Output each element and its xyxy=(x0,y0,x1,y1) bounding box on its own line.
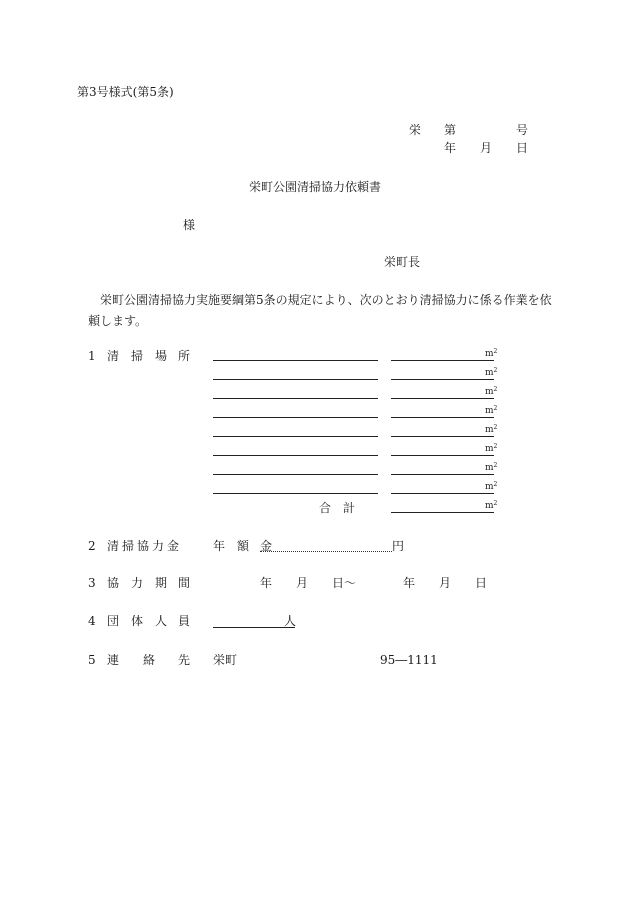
area-unit xyxy=(485,425,497,435)
item-3-label-char: 力 xyxy=(131,576,144,590)
contact-place: 栄町 xyxy=(213,653,238,667)
location-area-field[interactable] xyxy=(391,417,494,418)
document-title: 栄町公園清掃協力依頼書 xyxy=(249,180,382,194)
doc-number-prefix: 栄 xyxy=(409,123,422,137)
area-unit-text: m xyxy=(485,406,494,416)
location-area-field[interactable] xyxy=(391,474,494,475)
form-number: 第3号様式(第5条) xyxy=(77,85,174,99)
members-field[interactable] xyxy=(213,627,295,628)
item-3-label-char: 協 xyxy=(107,576,120,590)
location-name-field[interactable] xyxy=(213,360,378,361)
item-4-number: 4 xyxy=(88,614,96,628)
item-5-label-char: 連 xyxy=(107,653,120,667)
location-name-field[interactable] xyxy=(213,379,378,380)
location-name-field[interactable] xyxy=(213,493,378,494)
area-unit-sup: 2 xyxy=(493,500,498,507)
area-unit xyxy=(485,463,497,473)
area-unit-sup: 2 xyxy=(493,424,498,431)
period-start-month: 月 xyxy=(296,576,309,590)
item-5-label-char: 先 xyxy=(178,653,191,667)
area-unit-text: m xyxy=(485,368,494,378)
addressee-suffix: 様 xyxy=(183,218,196,232)
area-unit-sup: 2 xyxy=(493,386,498,393)
area-unit xyxy=(485,368,497,378)
item-4-label-char: 員 xyxy=(178,614,191,628)
fee-prefix: 年 額 xyxy=(213,539,250,553)
contact-phone: 95―1111 xyxy=(380,653,438,667)
area-unit-sup: 2 xyxy=(493,443,498,450)
request-body: 栄町公園清掃協力実施要綱第5条の規定により、次のとおり清掃協力に係る作業を依頼します。 xyxy=(88,293,552,328)
total-area-unit xyxy=(485,501,497,511)
area-unit-text: m xyxy=(485,349,494,359)
location-area-field[interactable] xyxy=(391,493,494,494)
fee-currency-prefix: 金 xyxy=(260,539,273,553)
total-area-field[interactable] xyxy=(391,512,494,513)
area-unit-text: m xyxy=(485,501,494,511)
area-unit-sup: 2 xyxy=(493,462,498,469)
fee-currency-suffix: 円 xyxy=(392,539,405,553)
total-label: 合 計 xyxy=(319,501,356,515)
item-1-label-char: 清 xyxy=(107,349,120,363)
location-name-field[interactable] xyxy=(213,398,378,399)
area-unit-sup: 2 xyxy=(493,405,498,412)
date-year: 年 xyxy=(444,141,457,155)
item-1-label-char: 掃 xyxy=(131,349,144,363)
date-month: 月 xyxy=(480,141,493,155)
item-3-label-char: 期 xyxy=(155,576,168,590)
doc-number-suffix: 号 xyxy=(516,123,529,137)
location-name-field[interactable] xyxy=(213,436,378,437)
period-end-year: 年 xyxy=(403,576,416,590)
area-unit xyxy=(485,482,497,492)
area-unit-text: m xyxy=(485,463,494,473)
location-name-field[interactable] xyxy=(213,474,378,475)
location-name-field[interactable] xyxy=(213,417,378,418)
doc-number-mid: 第 xyxy=(444,123,457,137)
location-area-field[interactable] xyxy=(391,379,494,380)
fee-amount-field[interactable] xyxy=(260,551,392,552)
item-3-number: 3 xyxy=(88,576,96,590)
sender: 栄町長 xyxy=(384,255,421,269)
area-unit xyxy=(485,444,497,454)
location-name-field[interactable] xyxy=(213,455,378,456)
members-unit: 人 xyxy=(284,614,297,628)
area-unit xyxy=(485,406,497,416)
item-4-label-char: 団 xyxy=(107,614,120,628)
area-unit-sup: 2 xyxy=(493,348,498,355)
date-day: 日 xyxy=(516,141,529,155)
item-3-label-char: 間 xyxy=(178,576,191,590)
area-unit-sup: 2 xyxy=(493,367,498,374)
area-unit-text: m xyxy=(485,387,494,397)
area-unit-sup: 2 xyxy=(493,481,498,488)
item-1-label-char: 場 xyxy=(155,349,168,363)
period-end-month: 月 xyxy=(439,576,452,590)
item-5-number: 5 xyxy=(88,653,96,667)
item-2-number: 2 xyxy=(88,539,96,553)
area-unit-text: m xyxy=(485,425,494,435)
item-5-label-char: 絡 xyxy=(143,653,156,667)
period-end-day: 日 xyxy=(475,576,488,590)
item-4-label-char: 人 xyxy=(155,614,168,628)
period-start-day: 日〜 xyxy=(332,576,357,590)
area-unit xyxy=(485,387,497,397)
area-unit-text: m xyxy=(485,482,494,492)
area-unit-text: m xyxy=(485,444,494,454)
location-area-field[interactable] xyxy=(391,360,494,361)
location-area-field[interactable] xyxy=(391,455,494,456)
period-start-year: 年 xyxy=(260,576,273,590)
item-4-label-char: 体 xyxy=(131,614,144,628)
item-1-label-char: 所 xyxy=(178,349,191,363)
area-unit xyxy=(485,349,497,359)
location-area-field[interactable] xyxy=(391,398,494,399)
location-area-field[interactable] xyxy=(391,436,494,437)
item-2-label: 清掃協力金 xyxy=(107,539,183,553)
item-1-number: 1 xyxy=(88,349,96,363)
